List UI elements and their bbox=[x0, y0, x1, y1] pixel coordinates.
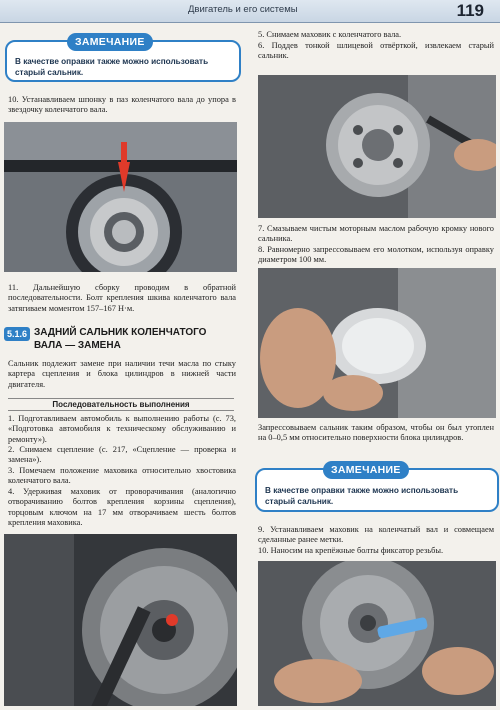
right-step-9: 9. Устанавливаем маховик на коленчатый вал и совмещаем сделанные ранее метки. bbox=[258, 525, 494, 545]
note-title-right: ЗАМЕЧАНИЕ bbox=[323, 461, 409, 479]
left-step-3: 3. Помечаем положение маховика относительно хвостовика коленчатого вала. bbox=[8, 466, 236, 486]
left-step-2: 2. Снимаем сцепление (с. 217, «Сцепление — проверка и замена»). bbox=[8, 445, 236, 465]
photo-remove-seal-image bbox=[258, 75, 496, 218]
photo-flywheel-bolts-image bbox=[4, 534, 237, 706]
steps-heading: Последовательность выполнения bbox=[8, 398, 234, 411]
note-text-right: В качестве оправки также можно использовать старый сальник. bbox=[265, 486, 459, 506]
right-pressed-note: Запрессовываем сальник таким образом, чтобы он был утоплен на 0–0,5 мм относительно поверхности блока цилиндров. bbox=[258, 423, 494, 443]
photo-remove-seal bbox=[258, 75, 496, 218]
photo-install-flywheel bbox=[258, 561, 496, 706]
right-step-5: 5. Снимаем маховик с коленчатого вала. bbox=[258, 30, 402, 39]
right-step-8: 8. Равномерно запрессовываем его молотком, используя оправку диаметром 100 мм. bbox=[258, 245, 494, 265]
note-text: В качестве оправки также можно использовать старый сальник. bbox=[15, 57, 209, 77]
left-step-1: 1. Подготавливаем автомобиль к выполнению работы (с. 73, «Подготовка автомобиля к техническому обслуживанию и ремонту»). bbox=[8, 414, 236, 444]
photo-press-seal-image bbox=[258, 268, 496, 418]
photo-press-seal bbox=[258, 268, 496, 418]
page-header bbox=[0, 0, 500, 23]
right-step-10: 10. Наносим на крепёжные болты фиксатор резьбы. bbox=[258, 546, 444, 555]
note-box-left bbox=[5, 36, 241, 82]
note-title: ЗАМЕЧАНИЕ bbox=[67, 33, 153, 51]
header-section-title: Двигатель и его системы bbox=[188, 4, 298, 15]
left-step-4: 4. Удерживая маховик от проворачивания (аналогично отворачиванию болтов крепления корзины сцепления), торцовым ключом на 17 мм отворачиваем шесть болтов крепления маховика. bbox=[8, 487, 236, 528]
photo-install-flywheel-image bbox=[258, 561, 496, 706]
photo-crankshaft-key bbox=[4, 122, 237, 272]
right-step-6: 6. Поддев тонкой шлицевой отвёрткой, извлекаем старый сальник. bbox=[258, 41, 494, 61]
section-title: ЗАДНИЙ САЛЬНИК КОЛЕНЧАТОГО ВАЛА — ЗАМЕНА bbox=[34, 327, 207, 351]
page-number: 119 bbox=[456, 1, 484, 20]
photo-crankshaft-key-image bbox=[4, 122, 237, 272]
right-step-7: 7. Смазываем чистым моторным маслом рабочую кромку нового сальника. bbox=[258, 224, 494, 244]
left-step-11: 11. Дальнейшую сборку проводим в обратной последовательности. Болт крепления шкива коленчатого вала затягиваем моментом 157–167 Н·м. bbox=[8, 283, 236, 313]
photo-flywheel-bolts bbox=[4, 534, 237, 706]
left-step-10: 10. Устанавливаем шпонку в паз коленчатого вала до упора в звездочку коленчатого вала. bbox=[8, 95, 236, 115]
section-intro: Сальник подлежит замене при наличии течи масла по стыку картера сцепления и блока цилиндров в нижней части двигателя. bbox=[8, 359, 236, 389]
note-box-right bbox=[255, 464, 499, 512]
section-number: 5.1.6 bbox=[4, 327, 30, 341]
